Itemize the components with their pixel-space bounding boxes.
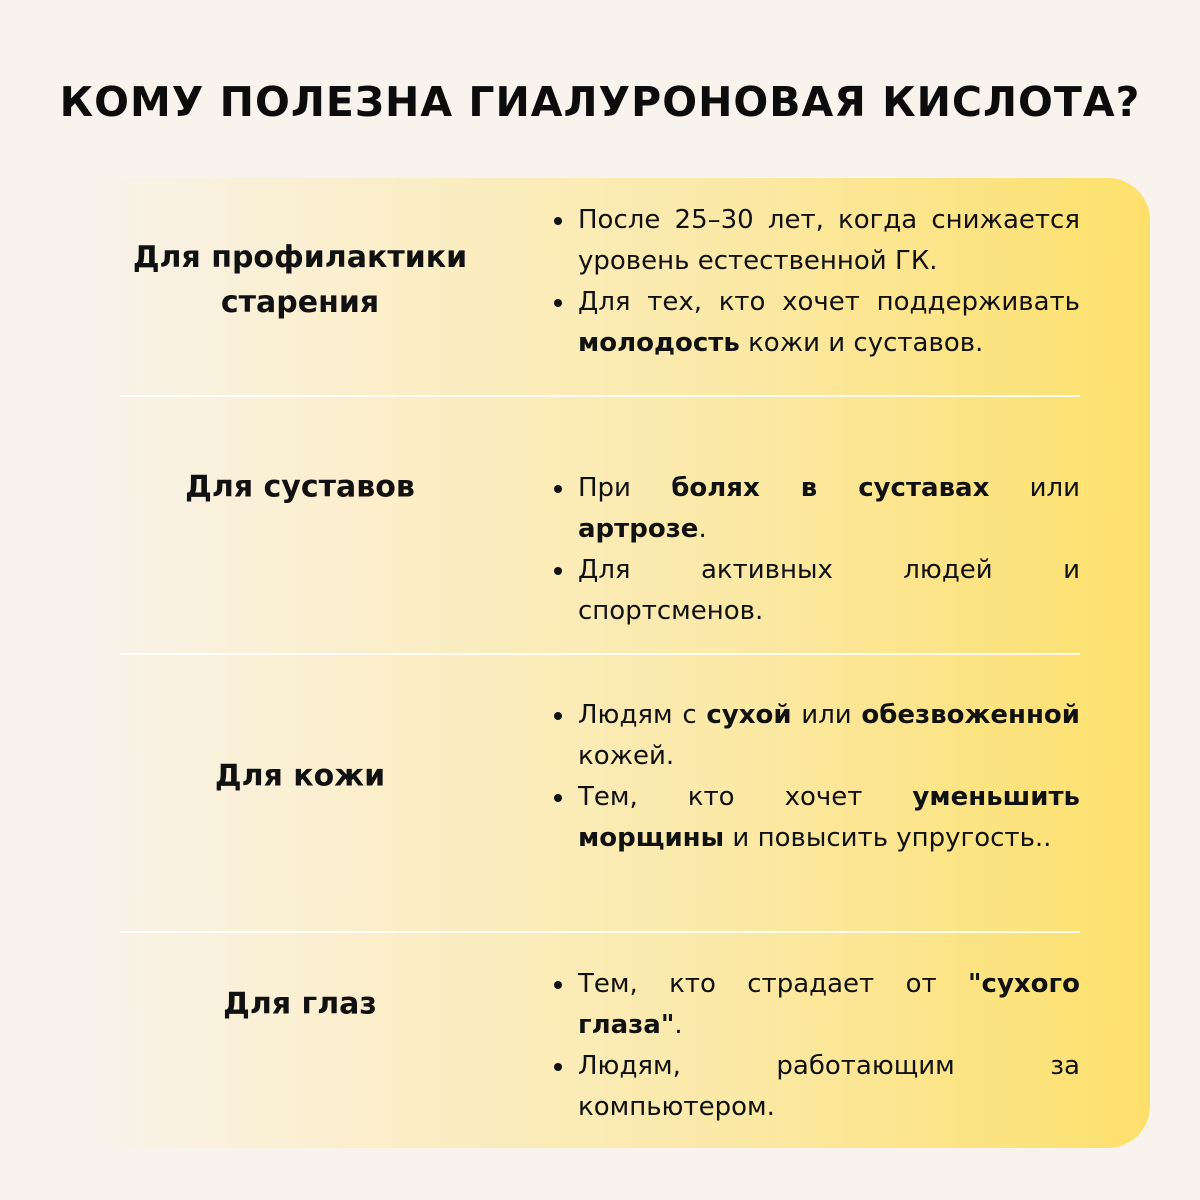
bold-text: уменьшить морщины: [578, 782, 1080, 853]
bullet-text: При: [578, 473, 672, 503]
bullet-text: Для активных людей и спортсменов.: [578, 555, 1080, 626]
bullet-text: или: [989, 473, 1080, 503]
bullet-text: После 25–30 лет, когда снижается уровень естественной ГК.: [578, 205, 1080, 276]
bullet-list: [578, 200, 1080, 364]
bullet-item: [578, 777, 1080, 859]
bullet-text: или: [791, 700, 862, 730]
bullet-list: [578, 468, 1080, 632]
bullet-text: Тем, кто хочет: [578, 782, 913, 812]
row-label: Для суставов: [185, 469, 415, 505]
row-divider: [120, 931, 1080, 933]
row-divider: [120, 653, 1080, 655]
row-divider: [120, 395, 1080, 397]
bold-text: обезвоженной: [861, 700, 1080, 730]
bullet-item: [578, 468, 1080, 550]
row-label: Для профилактики старения: [132, 240, 468, 320]
row-label: Для кожи: [214, 758, 386, 794]
bullet-text: .: [698, 514, 707, 544]
bullet-list: [578, 964, 1080, 1128]
bullet-text: .: [674, 1010, 683, 1040]
bullet-text: кожей.: [578, 741, 675, 771]
bold-text: болях в суставах: [671, 473, 990, 503]
bullet-text: Людям, работающим за компьютером.: [578, 1051, 1080, 1122]
bullet-item: [578, 550, 1080, 632]
bullet-text: Людям с: [578, 700, 707, 730]
page-title: КОМУ ПОЛЕЗНА ГИАЛУРОНОВАЯ КИСЛОТА?: [59, 78, 1141, 126]
bullet-item: [578, 200, 1080, 282]
bullet-item: [578, 282, 1080, 364]
bullet-text: и повысить упругость..: [724, 823, 1052, 853]
bullet-text: Для тех, кто хочет поддерживать: [578, 287, 1080, 317]
bullet-list: [578, 695, 1080, 859]
bullet-text: Тем, кто страдает от: [578, 969, 968, 999]
bullet-item: [578, 695, 1080, 777]
bullet-item: [578, 964, 1080, 1046]
bullet-text: кожи и суставов.: [739, 328, 984, 358]
row-label: Для глаз: [223, 986, 377, 1022]
bold-text: сухой: [706, 700, 792, 730]
bold-text: "сухого глаза": [578, 969, 1080, 1040]
bold-text: артрозе: [578, 514, 699, 544]
bold-text: молодость: [578, 328, 740, 358]
bullet-item: [578, 1046, 1080, 1128]
info-card: [80, 178, 1150, 1148]
